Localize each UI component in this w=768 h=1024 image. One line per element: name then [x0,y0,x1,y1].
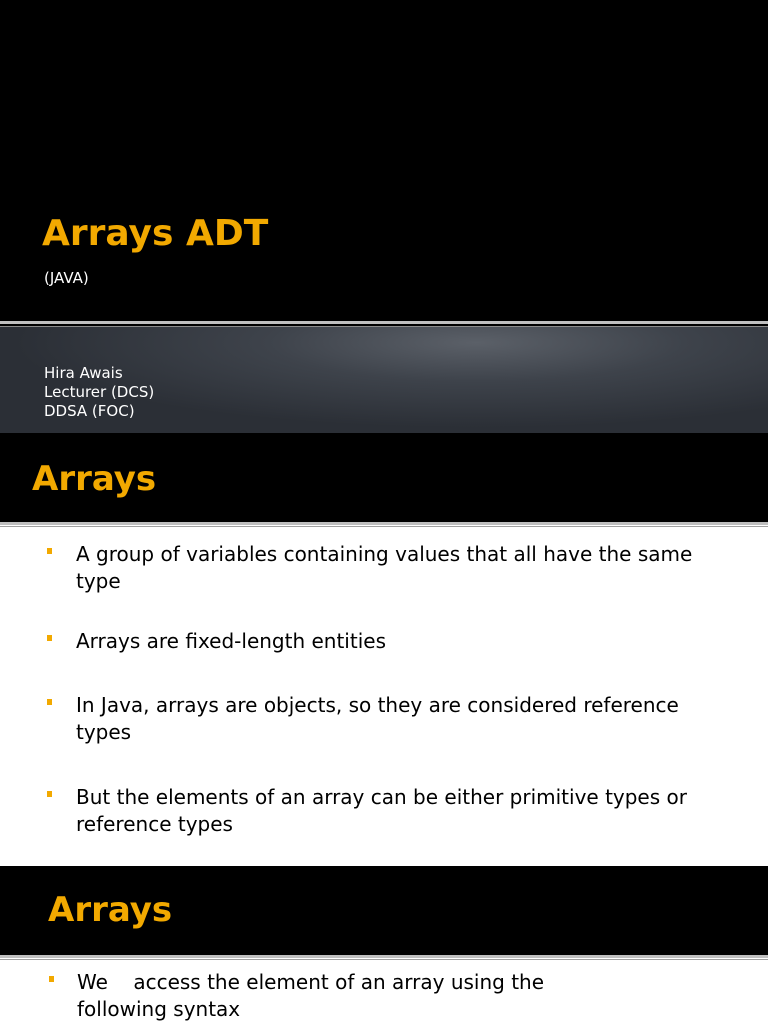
divider-line [0,522,768,525]
bullet-marker-icon [47,548,52,554]
bullet-marker-icon [47,699,52,705]
bullet-text: In Java, arrays are objects, so they are considered reference types [76,693,679,744]
divider-line [0,955,768,958]
bullet-text: Arrays are fixed-length entities [76,629,386,653]
slide-title: Arrays ADT [42,213,269,254]
author-block [44,364,154,421]
bullet-text: We access the element of an array using the following syntax [77,970,551,1021]
content-slide-arrays [0,433,768,866]
title-slide [0,0,768,433]
bullet-marker-icon [47,791,52,797]
author-name: Hira Awais [44,364,123,382]
bullet-text: A group of variables containing values that all have the same type [76,542,693,593]
slide-heading: Arrays [48,890,173,930]
slide-subtitle: (JAVA) [44,269,89,287]
slide-heading: Arrays [32,459,157,499]
divider-line-thin [0,526,768,527]
content-slide-arrays-syntax [0,866,768,1024]
bullet-marker-icon [49,976,54,982]
divider-line-thin [0,959,768,960]
author-department: DDSA (FOC) [44,402,135,420]
bullet-marker-icon [47,635,52,641]
divider-line [0,321,768,324]
bullet-text: But the elements of an array can be either primitive types or reference types [76,785,687,836]
author-position: Lecturer (DCS) [44,383,155,401]
